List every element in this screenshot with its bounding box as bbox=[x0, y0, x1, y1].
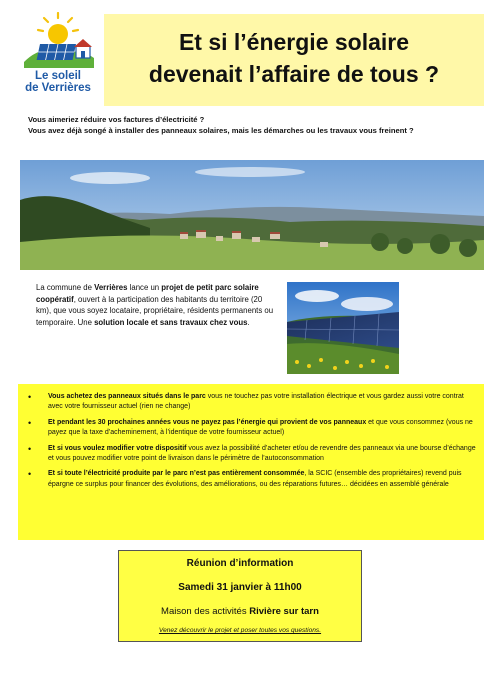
bullet-marker: • bbox=[28, 392, 32, 402]
sun-solar-house-logo-icon bbox=[14, 12, 102, 70]
bullet-marker: • bbox=[28, 469, 32, 480]
meeting-place-prefix: Maison des activités bbox=[161, 606, 250, 617]
bullet-marker: • bbox=[28, 417, 32, 428]
intro-question-2: Vous avez déjà songé à installer des panneaux solaires, mais les démarches ou les travaux vous freinent ? bbox=[28, 126, 414, 135]
meeting-place-town: Rivière sur tarn bbox=[249, 606, 319, 617]
meeting-date: Samedi 31 janvier à 11h00 bbox=[178, 582, 302, 593]
landscape-photo bbox=[20, 160, 484, 270]
list-item bbox=[28, 417, 476, 439]
header bbox=[0, 0, 486, 110]
intro-questions bbox=[28, 114, 478, 136]
benefit-2-text: et que vous consommez (vous ne payez que la taxe d’acheminement, à l’identique de votre fournisseur actuel) bbox=[48, 418, 473, 437]
page-title bbox=[104, 26, 484, 90]
list-item bbox=[28, 469, 476, 490]
intro-question-1: Vous aimeriez réduire vos factures d’électricité ? bbox=[28, 115, 205, 124]
list-item bbox=[28, 443, 476, 465]
benefit-3-text: vous avez la possibilité d’acheter et/ou de revendre des panneaux via une bourse d’échange et vous pouvez modifier votre point de livraison dans le périmètre de l’autoconsommation bbox=[48, 444, 476, 463]
desc-part-1: La commune de bbox=[36, 283, 95, 292]
logo-line-2: de Verrières bbox=[25, 82, 91, 94]
meeting-title: Réunion d’information bbox=[186, 558, 294, 569]
desc-project: projet de petit parc solaire coopératif bbox=[36, 283, 259, 304]
benefit-4-bold: Et si toute l’électricité produite par le parc n’est pas entièrement consommée bbox=[48, 470, 305, 478]
benefit-2-bold: Et pendant les 30 prochaines années vous ne payez pas l’énergie qui provient de vos panneaux bbox=[48, 418, 367, 426]
meeting-info-box bbox=[118, 550, 362, 642]
bullet-marker: • bbox=[28, 443, 32, 454]
title-line-1: Et si l’énergie solaire bbox=[178, 29, 410, 55]
benefit-1-bold: Vous achetez des panneaux situés dans le parc bbox=[48, 393, 206, 400]
project-description bbox=[36, 282, 276, 328]
benefit-1-text: vous ne touchez pas votre installation électrique et vous gardez aussi votre contrat avec votre fournisseur actuel (rien ne change) bbox=[48, 393, 464, 411]
benefits-box bbox=[18, 384, 484, 540]
list-item bbox=[28, 392, 476, 413]
meeting-invite: Venez découvrir le projet et poser toutes vos questions. bbox=[158, 627, 322, 634]
desc-solution: solution locale et sans travaux chez vous bbox=[94, 317, 248, 327]
desc-end: . bbox=[247, 317, 250, 327]
solar-panels-photo bbox=[287, 282, 399, 374]
desc-town: Verrières bbox=[94, 283, 128, 292]
desc-part-3: , ouvert à la participation des habitants du territoire (20 km), que vous soyez locataire, propriétaire, résidents permanents ou temporaire. Une bbox=[36, 294, 274, 327]
title-line-2: devenait l’affaire de tous ? bbox=[148, 61, 440, 87]
benefits-list bbox=[28, 392, 476, 495]
logo-line-1: Le soleil bbox=[34, 70, 82, 82]
title-band bbox=[104, 14, 484, 106]
benefit-3-bold: Et si vous voulez modifier votre dispositif bbox=[48, 444, 187, 452]
benefit-4-text: , la SCIC (ensemble des propriétaires) revend puis épargne ce surplus pour financer des évolutions, des améliorations, ou des réparations futures… décidées en assemblé générale bbox=[48, 470, 462, 488]
desc-part-2: lance un bbox=[127, 283, 162, 292]
meeting-place bbox=[119, 606, 361, 618]
logo bbox=[14, 12, 102, 102]
logo-text bbox=[14, 70, 102, 94]
